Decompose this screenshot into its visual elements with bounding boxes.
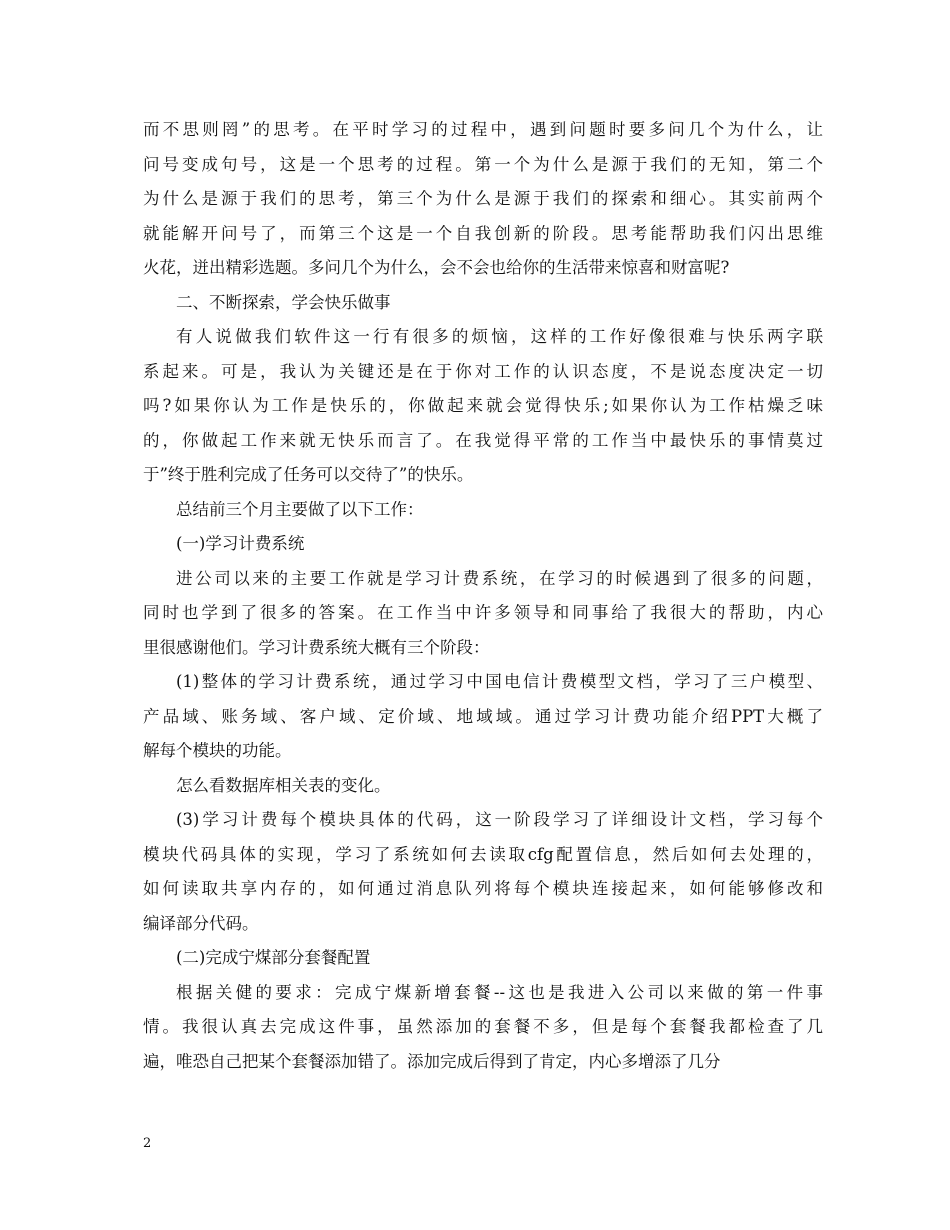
text-line: 为什么是源于我们的思考，第三个为什么是源于我们的探索和细心。其实前两个 bbox=[143, 189, 823, 208]
text-line: 模块代码具体的实现，学习了系统如何去读取cfg配置信息，然后如何去处理的， bbox=[143, 844, 823, 864]
text-line: (3)学习计费每个模块具体的代码，这一阶段学习了详细设计文档，学习每个 bbox=[176, 810, 823, 829]
text-line: 于”终于胜利完成了任务可以交待了”的快乐。 bbox=[143, 465, 474, 484]
paragraph bbox=[143, 665, 823, 769]
paragraph bbox=[143, 769, 823, 804]
text-line: 系起来。可是，我认为关键还是在于你对工作的认识态度，不是说态度决定一切 bbox=[143, 361, 823, 381]
paragraph bbox=[143, 562, 823, 666]
text-line: 编译部分代码。 bbox=[143, 913, 259, 933]
text-line: 就能解开问号了，而第三个这是一个自我创新的阶段。思考能帮助我们闪出思维 bbox=[143, 223, 823, 243]
text-line: 总结前三个月主要做了以下工作： bbox=[176, 499, 424, 519]
text-line: 里很感谢他们。学习计费系统大概有三个阶段： bbox=[143, 637, 490, 657]
text-line: (1)整体的学习计费系统，通过学习中国电信计费模型文档，学习了三户模型、 bbox=[176, 672, 823, 691]
paragraph bbox=[143, 941, 823, 976]
document-body bbox=[143, 113, 823, 1079]
text-line: 同时也学到了很多的答案。在工作当中许多领导和同事给了我很大的帮助，内心 bbox=[143, 603, 823, 622]
page-number: 2 bbox=[143, 1136, 152, 1151]
text-line: (一)学习计费系统 bbox=[176, 534, 305, 553]
text-line: 解每个模块的功能。 bbox=[143, 741, 292, 760]
paragraph bbox=[143, 286, 823, 321]
text-line: 有人说做我们软件这一行有很多的烦恼，这样的工作好像很难与快乐两字联 bbox=[176, 327, 823, 346]
paragraph bbox=[143, 113, 823, 286]
text-line: 怎么看数据库相关表的变化。 bbox=[176, 775, 391, 795]
text-line: 遍，唯恐自己把某个套餐添加错了。添加完成后得到了肯定，内心多增添了几分 bbox=[143, 1051, 721, 1071]
text-line: 而不思则罔”的思考。在平时学习的过程中，遇到问题时要多问几个为什么，让 bbox=[143, 120, 823, 139]
text-line: 的，你做起工作来就无快乐而言了。在我觉得平常的工作当中最快乐的事情莫过 bbox=[143, 430, 823, 450]
text-line: (二)完成宁煤部分套餐配置 bbox=[176, 948, 371, 967]
text-line: 产品域、账务域、客户域、定价域、地域域。通过学习计费功能介绍PPT大概了 bbox=[143, 706, 823, 726]
text-line: 根据关健的要求：完成宁煤新增套餐--这也是我进入公司以来做的第一件事 bbox=[176, 982, 823, 1002]
paragraph bbox=[143, 527, 823, 562]
text-line: 二、不断探索，学会快乐做事 bbox=[176, 292, 391, 312]
text-line: 吗?如果你认为工作是快乐的，你做起来就会觉得快乐;如果你认为工作枯燥乏味 bbox=[143, 396, 823, 415]
text-line: 问号变成句号，这是一个思考的过程。第一个为什么是源于我们的无知，第二个 bbox=[143, 154, 823, 174]
paragraph bbox=[143, 320, 823, 493]
paragraph bbox=[143, 493, 823, 528]
text-line: 火花，迸出精彩选题。多问几个为什么，会不会也给你的生活带来惊喜和财富呢? bbox=[143, 258, 730, 277]
text-line: 如何读取共享内存的，如何通过消息队列将每个模块连接起来，如何能够修改和 bbox=[143, 879, 823, 898]
paragraph bbox=[143, 976, 823, 1080]
text-line: 进公司以来的主要工作就是学习计费系统，在学习的时候遇到了很多的问题， bbox=[176, 568, 823, 588]
paragraph bbox=[143, 803, 823, 941]
text-line: 情。我很认真去完成这件事，虽然添加的套餐不多，但是每个套餐我都检查了几 bbox=[143, 1017, 823, 1036]
